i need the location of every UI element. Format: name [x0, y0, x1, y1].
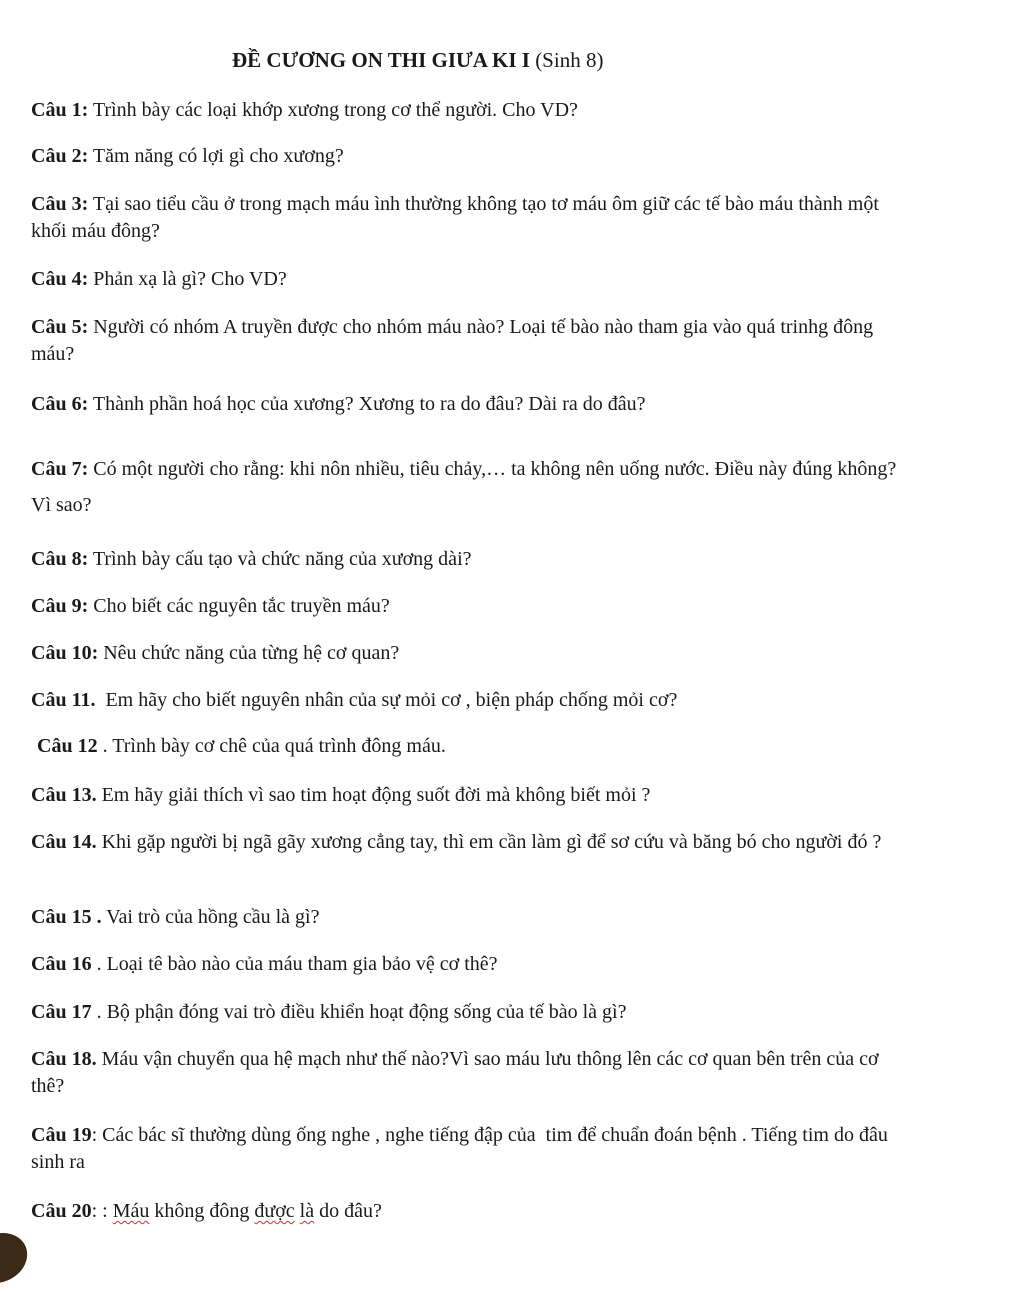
question-text: Tại sao tiểu cầu ở trong mạch máu ình thường không tạo tơ máu ôm giữ các tế bào máu thành một khối máu đông?: [31, 193, 879, 242]
question-number: Câu 2:: [31, 145, 89, 167]
question-16: [31, 951, 911, 978]
title-subject: (Sinh 8): [529, 48, 604, 72]
question-9: [31, 593, 911, 620]
question-11: [31, 687, 911, 714]
question-text: Máu vận chuyển qua hệ mạch như thế nào?Vì sao máu lưu thông lên các cơ quan bên trên của cơ thê?: [31, 1048, 879, 1097]
question-text: Vai trò của hồng cầu là gì?: [101, 906, 320, 928]
document-title: [232, 48, 603, 73]
question-text: Có một người cho rằng: khi nôn nhiều, tiêu chảy,… ta không nên uống nước. Điều này đúng không? Vì sao?: [31, 458, 897, 516]
question-7: [31, 451, 911, 523]
question-10: [31, 640, 911, 667]
question-3: [31, 191, 911, 245]
question-12: [37, 733, 917, 760]
question-number: Câu 1:: [31, 99, 89, 121]
question-number: Câu 19: [31, 1124, 92, 1146]
question-18: [31, 1046, 911, 1100]
question-number: Câu 11.: [31, 689, 96, 711]
question-20: [31, 1198, 911, 1225]
question-number: Câu 6:: [31, 393, 89, 415]
question-text: Người có nhóm A truyền được cho nhóm máu nào? Loại tế bào nào tham gia vào quá trinhg đông máu?: [31, 316, 874, 365]
question-text: Nêu chức năng của từng hệ cơ quan?: [98, 642, 400, 664]
question-number: Câu 17: [31, 1001, 92, 1023]
question-text: Em hãy giải thích vì sao tim hoạt động suốt đời mà không biết mỏi ?: [96, 784, 651, 806]
question-15: [31, 904, 911, 931]
question-number: Câu 12: [37, 735, 98, 757]
question-text: Trình bày các loại khớp xương trong cơ thể người. Cho VD?: [88, 99, 578, 121]
question-text: Thành phần hoá học của xương? Xương to ra do đâu? Dài ra do đâu?: [88, 393, 646, 415]
page-corner-shadow: [0, 1224, 35, 1292]
question-text-prefix: : :: [91, 1200, 113, 1222]
question-text: Cho biết các nguyên tắc truyền máu?: [88, 595, 390, 617]
question-number: Câu 10:: [31, 642, 99, 664]
question-2: [31, 143, 911, 170]
question-number: Câu 5:: [31, 316, 89, 338]
question-8: [31, 546, 911, 573]
question-number: Câu 20: [31, 1200, 92, 1222]
question-text: Trình bày cấu tạo và chức năng của xương dài?: [88, 548, 472, 570]
question-number: Câu 15 .: [31, 906, 102, 928]
question-text: . Bộ phận đóng vai trò điều khiển hoạt động sống của tế bào là gì?: [91, 1001, 627, 1023]
question-text: : Các bác sĩ thường dùng ống nghe , nghe tiếng đập của tim để chuẩn đoán bệnh . Tiếng tim do đâu sinh ra: [31, 1124, 893, 1173]
question-text: Khi gặp người bị ngã gãy xương cẳng tay, thì em cần làm gì để sơ cứu và băng bó cho người đó ?: [96, 831, 882, 853]
question-19: [31, 1122, 911, 1176]
question-14: [31, 829, 911, 856]
title-bold: ĐỀ CƯƠNG ON THI GIƯA KI I: [232, 48, 530, 72]
question-number: Câu 9:: [31, 595, 89, 617]
spellcheck-word: Máu: [112, 1200, 150, 1222]
question-6: [31, 391, 911, 418]
question-5: [31, 314, 911, 368]
question-text: Tăm năng có lợi gì cho xương?: [88, 145, 344, 167]
question-number: Câu 8:: [31, 548, 89, 570]
question-number: Câu 13.: [31, 784, 97, 806]
question-text: Phản xạ là gì? Cho VD?: [88, 268, 287, 290]
question-text: . Loại tê bào nào của máu tham gia bảo vệ cơ thê?: [91, 953, 498, 975]
question-text: . Trình bày cơ chê của quá trình đông máu.: [97, 735, 446, 757]
question-13: [31, 782, 911, 809]
question-number: Câu 18.: [31, 1048, 97, 1070]
question-text-middle: không đông: [149, 1200, 255, 1222]
spellcheck-word: được: [254, 1200, 295, 1222]
question-17: [31, 999, 911, 1026]
question-number: Câu 3:: [31, 193, 89, 215]
question-number: Câu 14.: [31, 831, 97, 853]
spellcheck-word: là: [299, 1200, 315, 1222]
question-text-suffix: do đâu?: [314, 1200, 382, 1222]
question-1: [31, 97, 911, 124]
question-number: Câu 7:: [31, 458, 89, 480]
question-number: Câu 4:: [31, 268, 89, 290]
question-text: Em hãy cho biết nguyên nhân của sự mỏi cơ , biện pháp chống mỏi cơ?: [95, 689, 678, 711]
question-number: Câu 16: [31, 953, 92, 975]
question-4: [31, 266, 911, 293]
